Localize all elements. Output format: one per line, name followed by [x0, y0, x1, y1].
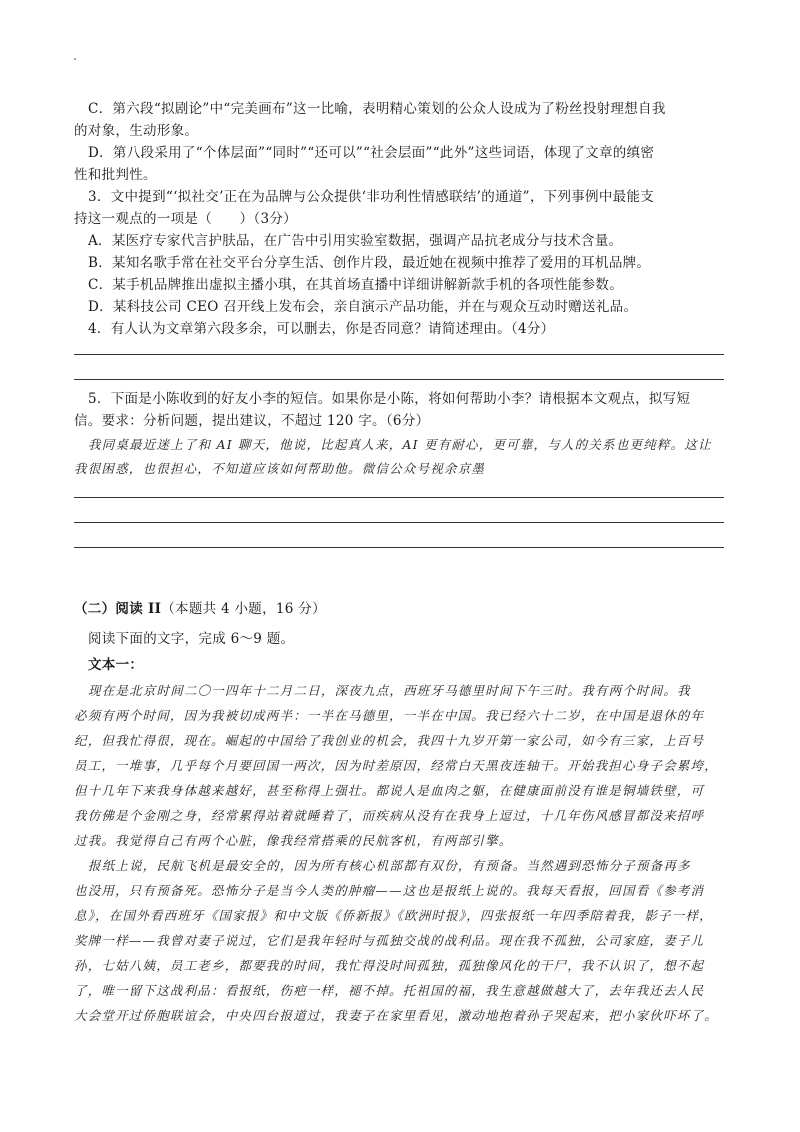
q5-answer-line-2: [74, 522, 724, 523]
q5-answer-line-3: [74, 547, 724, 548]
q5-message-line1: 我同桌最近迷上了和 AI 聊天，他说，比起真人来，AI 更有耐心，更可靠，与人的关系也更纯粹。这让: [88, 437, 712, 452]
passage-p2-line6: 了，唯一留下这战利品：看报纸，伤疤一样，褪不掉。托祖国的福，我生意越做越大了，去年我还去人民: [74, 983, 705, 998]
q4-answer-line-2: [74, 379, 724, 380]
scan-speck: [74, 58, 76, 60]
passage-p1-line4: 员工，一堆事，几乎每个月要回国一两次，因为时差原因，经常白天黑夜连轴干。开始我担心身子会累垮，: [74, 758, 718, 773]
section-instruction: 阅读下面的文字，完成 6～9 题。: [88, 631, 295, 647]
q5-message-line2: 我很困惑，也很担心，不知道应该如何帮助他。微信公众号视余京墨: [74, 461, 486, 476]
q3-stem-line2: 持这一观点的一项是（ ）（3分）: [74, 211, 297, 227]
q5-stem-line1: 5．下面是小陈收到的好友小李的短信。如果你是小陈，将如何帮助小李？请根据本文观点，拟写短: [88, 391, 691, 407]
q3-option-b: B．某知名歌手常在社交平台分享生活、创作片段，最近她在视频中推荐了爱用的耳机品牌。: [88, 255, 651, 271]
passage-p2-line1: 报纸上说，民航飞机是最安全的，因为所有核心机部都有双份，有预备。当然遇到恐怖分子预备再多: [88, 858, 691, 873]
section-heading-note: （本题共 4 小题，16 分）: [161, 601, 326, 617]
passage-p1-line3: 纪，但我忙得很，现在。崛起的中国给了我创业的机会，我四十九岁开第一家公司，如今有三家，上百号: [74, 733, 705, 748]
section-heading: [74, 598, 724, 620]
passage-p2-line7: 大会堂开过侨胞联谊会，中央四台报道过，我妻子在家里看见，激动地抱着孙子哭起来，把小家伙吓坏了。: [74, 1008, 718, 1023]
q3-option-a: A．某医疗专家代言护肤品，在广告中引用实验室数据，强调产品抗老成分与技术含量。: [88, 233, 623, 249]
passage-p1-line2: 必须有两个时间，因为我被切成两半：一半在马德里，一半在中国。我已经六十二岁，在中国是退休的年: [74, 708, 705, 723]
passage-p2-line3: 息》，在国外看西班牙《国家报》和中文版《侨新报》《欧洲时报》，四张报纸一年四季陪着我，影子一样，: [74, 908, 713, 923]
q3-option-d: D．某科技公司 CEO 召开线上发布会，亲自演示产品功能，并在与观众互动时赠送礼品。: [88, 299, 638, 315]
q5-answer-line-1: [74, 497, 724, 498]
passage-p1-line7: 过我。我觉得自己有两个心脏，像我经常搭乘的民航客机，有两部引擎。: [74, 833, 513, 848]
q4-stem: 4．有人认为文章第六段多余，可以删去，你是否同意？请简述理由。（4分）: [88, 321, 555, 337]
q2-option-c-line1: C．第六段“拟剧论”中“完美画布”这一比喻，表明精心策划的公众人设成为了粉丝投射理想自我: [88, 101, 666, 117]
q3-stem-line1: 3．文中提到“‘拟社交’正在为品牌与公众提供‘非功利性情感联结’的通道”，下列事例中最能支: [88, 189, 655, 205]
passage-p2-line2: 也没用，只有预备死。恐怖分子是当今人类的肿瘤——这也是报纸上说的。我每天看报，回国看《参考消: [74, 883, 705, 898]
q4-answer-line-1: [74, 354, 724, 355]
section-heading-title: （二）阅读 II: [74, 601, 162, 617]
passage-p1-line5: 但十几年下来我身体越来越好，甚至称得上强壮。都说人是血肉之躯，在健康面前没有谁是铜墙铁壁，可: [74, 783, 705, 798]
passage-p1-line1: 现在是北京时间二〇一四年十二月二日，深夜九点，西班牙马德里时间下午三时。我有两个时间。我: [88, 683, 691, 698]
text-one-label: 文本一：: [88, 657, 144, 673]
passage-p2-line5: 孙，七姑八姨，员工老乡，都要我的时间，我忙得没时间孤独，孤独像风化的干尸，我不认识了，想不起: [74, 958, 705, 973]
passage-p1-line6: 我仿佛是个金刚之身，经常累得站着就睡着了，而疾病从没有在我身上逗过，十几年伤风感冒都没来招呼: [74, 808, 705, 823]
q2-option-d-line1: D．第八段采用了“个体层面”“同时”“还可以”“社会层面”“此外”这些词语，体现了文章的缜密: [88, 145, 655, 161]
q3-option-c: C．某手机品牌推出虚拟主播小琪，在其首场直播中详细讲解新款手机的各项性能参数。: [88, 277, 624, 293]
q2-option-c-line2: 的对象，生动形象。: [74, 123, 199, 139]
q5-stem-line2: 信。要求：分析问题，提出建议，不超过 120 字。（6分）: [74, 413, 430, 429]
passage-p2-line4: 奖牌一样——我曾对妻子说过，它们是我年轻时与孤独交战的战利品。现在我不孤独，公司家庭，妻子儿: [74, 933, 705, 948]
q2-option-d-line2: 性和批判性。: [74, 167, 157, 183]
